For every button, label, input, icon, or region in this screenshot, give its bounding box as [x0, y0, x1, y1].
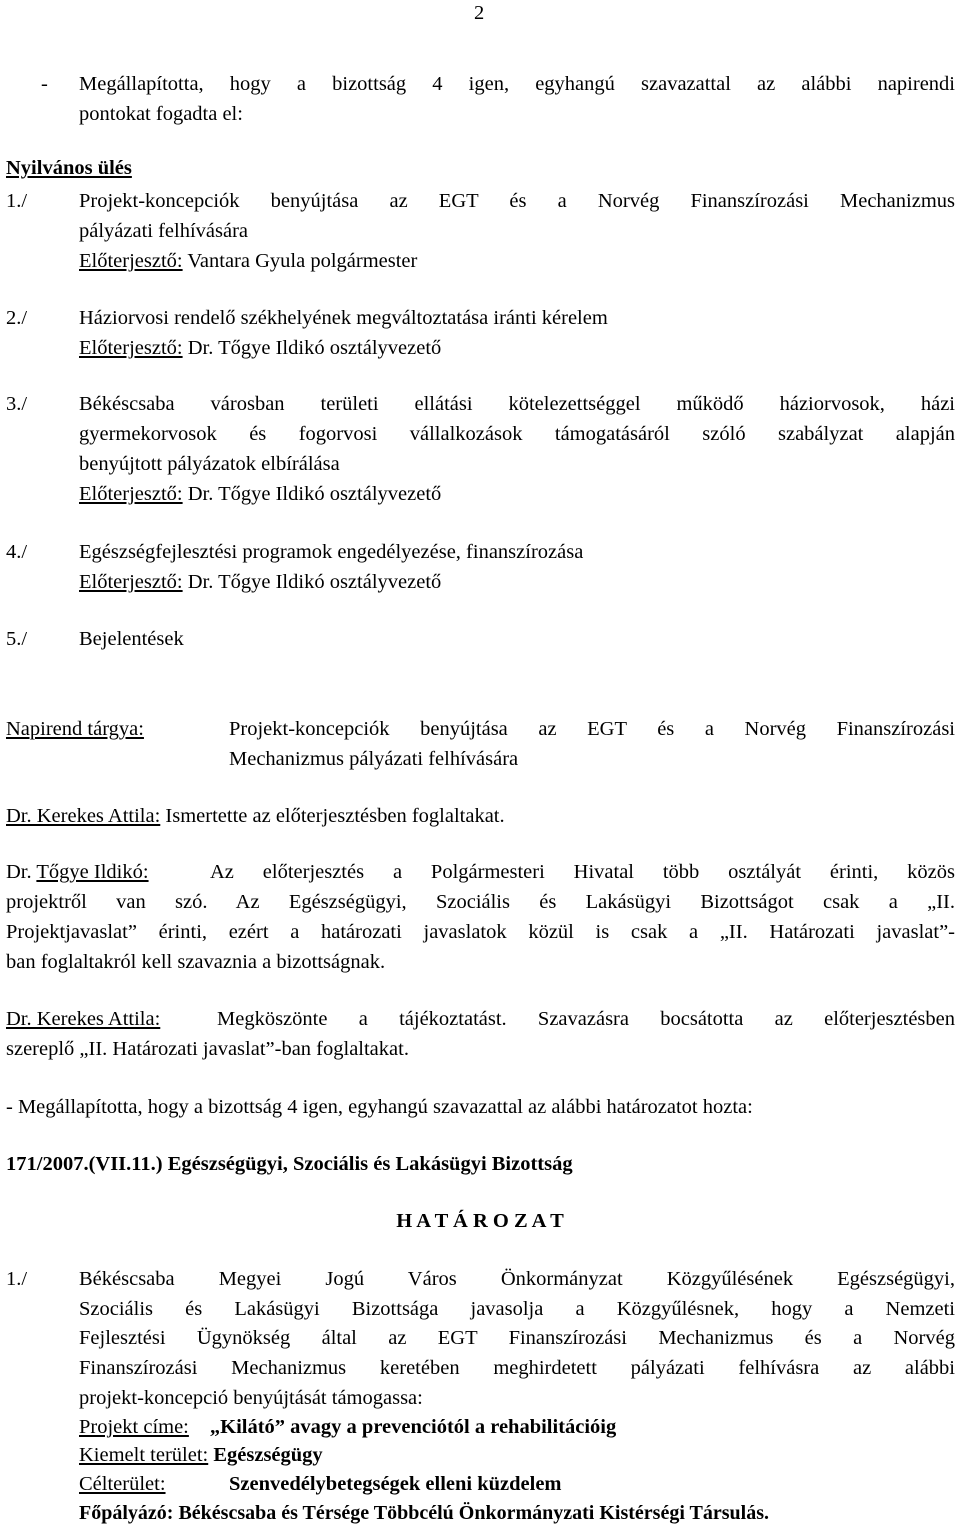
paragraph-2-speaker	[6, 857, 149, 887]
topic-line-1: Projekt-koncepciók benyújtása az EGT és a Norvég Finanszírozási	[229, 718, 955, 740]
paragraph-2-line-1: Az előterjesztés a Polgármesteri Hivatal több osztályát érinti, közös	[210, 861, 955, 883]
paragraph-3-speaker: Dr. Kerekes Attila:	[6, 1008, 161, 1030]
resolution-line-3: Fejlesztési Ügynökség által az EGT Finanszírozási Mechanizmus és a Norvég	[79, 1327, 955, 1349]
lead-applicant-label: Főpályázó:	[79, 1502, 174, 1524]
agenda-item-3-line-1: Békéscsaba városban területi ellátási kötelezettséggel működő háziorvosok, házi	[79, 393, 955, 415]
resolution-line-4: Finanszírozási Mechanizmus keretében meghirdetett pályázati felhívásra az alábbi	[79, 1357, 955, 1379]
intro-dash: -	[41, 73, 48, 95]
intro-line-1: Megállapította, hogy a bizottság 4 igen, egyhangú szavazattal az alábbi napirendi	[79, 73, 955, 95]
target-area-value: Szenvedélybetegségek elleni küzdelem	[229, 1473, 562, 1495]
project-title-value: „Kilátó” avagy a prevenciótól a rehabilitációig	[209, 1416, 617, 1438]
paragraph-1-text: Ismertette az előterjesztésben foglaltakat.	[160, 805, 505, 827]
agenda-item-4-number: 4./	[6, 541, 28, 563]
speaker-prefix: Dr.	[6, 861, 37, 883]
resolution-id: 171/2007.(VII.11.) Egészségügyi, Szociális és Lakásügyi Bizottság	[6, 1153, 573, 1175]
resolution-line-2: Szociális és Lakásügyi Bizottsága javasolja a Közgyűlésnek, hogy a Nemzeti	[79, 1298, 955, 1320]
resolution-title: H A T Á R O Z A T	[396, 1210, 564, 1232]
presenter-label: Előterjesztő:	[79, 337, 183, 359]
topic-line-2: Mechanizmus pályázati felhívására	[229, 748, 519, 770]
paragraph-1	[6, 801, 505, 831]
agenda-item-1-presenter	[79, 246, 417, 276]
topic-label: Napirend tárgya:	[6, 718, 144, 740]
agenda-item-1-number: 1./	[6, 190, 28, 212]
paragraph-2-line-4: ban foglaltakról kell szavaznia a bizottságnak.	[6, 951, 386, 973]
agenda-item-2-number: 2./	[6, 307, 28, 329]
project-title-row	[79, 1412, 616, 1442]
priority-area-label: Kiemelt terület:	[79, 1444, 209, 1466]
agenda-item-2-presenter	[79, 333, 441, 363]
paragraph-2-line-3: Projektjavaslat” érinti, ezért a határozati javaslatok közül is csak a „II. Határozati javaslat”-	[6, 921, 955, 943]
presenter-name: Dr. Tőgye Ildikó osztályvezető	[187, 337, 442, 359]
priority-area-value: Egészségügy	[213, 1444, 323, 1466]
page-number: 2	[474, 2, 485, 24]
agenda-item-3-presenter	[79, 479, 441, 509]
paragraph-3-line-1: Megköszönte a tájékoztatást. Szavazásra bocsátotta az előterjesztésben	[217, 1008, 955, 1030]
vote-statement: - Megállapította, hogy a bizottság 4 igen, egyhangú szavazattal az alábbi határozatot hozta:	[6, 1096, 753, 1118]
paragraph-3-line-2: szereplő „II. Határozati javaslat”-ban foglaltakat.	[6, 1038, 409, 1060]
agenda-item-5-number: 5./	[6, 628, 28, 650]
presenter-label: Előterjesztő:	[79, 483, 183, 505]
lead-applicant-value: Békéscsaba és Térsége Többcélú Önkormányzati Kistérségi Társulás.	[178, 1502, 769, 1524]
project-title-label: Projekt címe:	[79, 1416, 189, 1438]
speaker-name: Dr. Kerekes Attila:	[6, 805, 161, 827]
target-area-label: Célterület:	[79, 1473, 166, 1495]
agenda-item-1-line-2: pályázati felhívására	[79, 220, 249, 242]
speaker-name: Tőgye Ildikó:	[36, 861, 149, 883]
agenda-item-4-line-1: Egészségfejlesztési programok engedélyezése, finanszírozása	[79, 541, 584, 563]
presenter-name: Dr. Tőgye Ildikó osztályvezető	[187, 483, 442, 505]
intro-line-2: pontokat fogadta el:	[79, 103, 243, 125]
priority-area-row	[79, 1440, 323, 1470]
agenda-item-5-line-1: Bejelentések	[79, 628, 184, 650]
resolution-line-1: Békéscsaba Megyei Jogú Város Önkormányzat Közgyűlésének Egészségügyi,	[79, 1268, 955, 1290]
presenter-name: Dr. Tőgye Ildikó osztályvezető	[187, 571, 442, 593]
agenda-item-3-number: 3./	[6, 393, 28, 415]
presenter-label: Előterjesztő:	[79, 571, 183, 593]
presenter-name: Vantara Gyula polgármester	[187, 250, 418, 272]
agenda-item-1-line-1: Projekt-koncepciók benyújtása az EGT és a Norvég Finanszírozási Mechanizmus	[79, 190, 955, 212]
paragraph-2-line-2: projektről van szó. Az Egészségügyi, Szociális és Lakásügyi Bizottságot csak a „II.	[6, 891, 955, 913]
target-area-row	[79, 1469, 166, 1499]
resolution-item-number: 1./	[6, 1268, 28, 1290]
agenda-item-4-presenter	[79, 567, 441, 597]
agenda-item-3-line-2: gyermekorvosok és fogorvosi vállalkozások támogatásáról szóló szabályzat alapján	[79, 423, 955, 445]
section-heading: Nyilvános ülés	[6, 157, 132, 179]
lead-applicant-row	[79, 1498, 769, 1528]
presenter-label: Előterjesztő:	[79, 250, 183, 272]
agenda-item-3-line-3: benyújtott pályázatok elbírálása	[79, 453, 340, 475]
agenda-item-2-line-1: Háziorvosi rendelő székhelyének megváltoztatása iránti kérelem	[79, 307, 608, 329]
resolution-line-5: projekt-koncepció benyújtását támogassa:	[79, 1387, 423, 1409]
